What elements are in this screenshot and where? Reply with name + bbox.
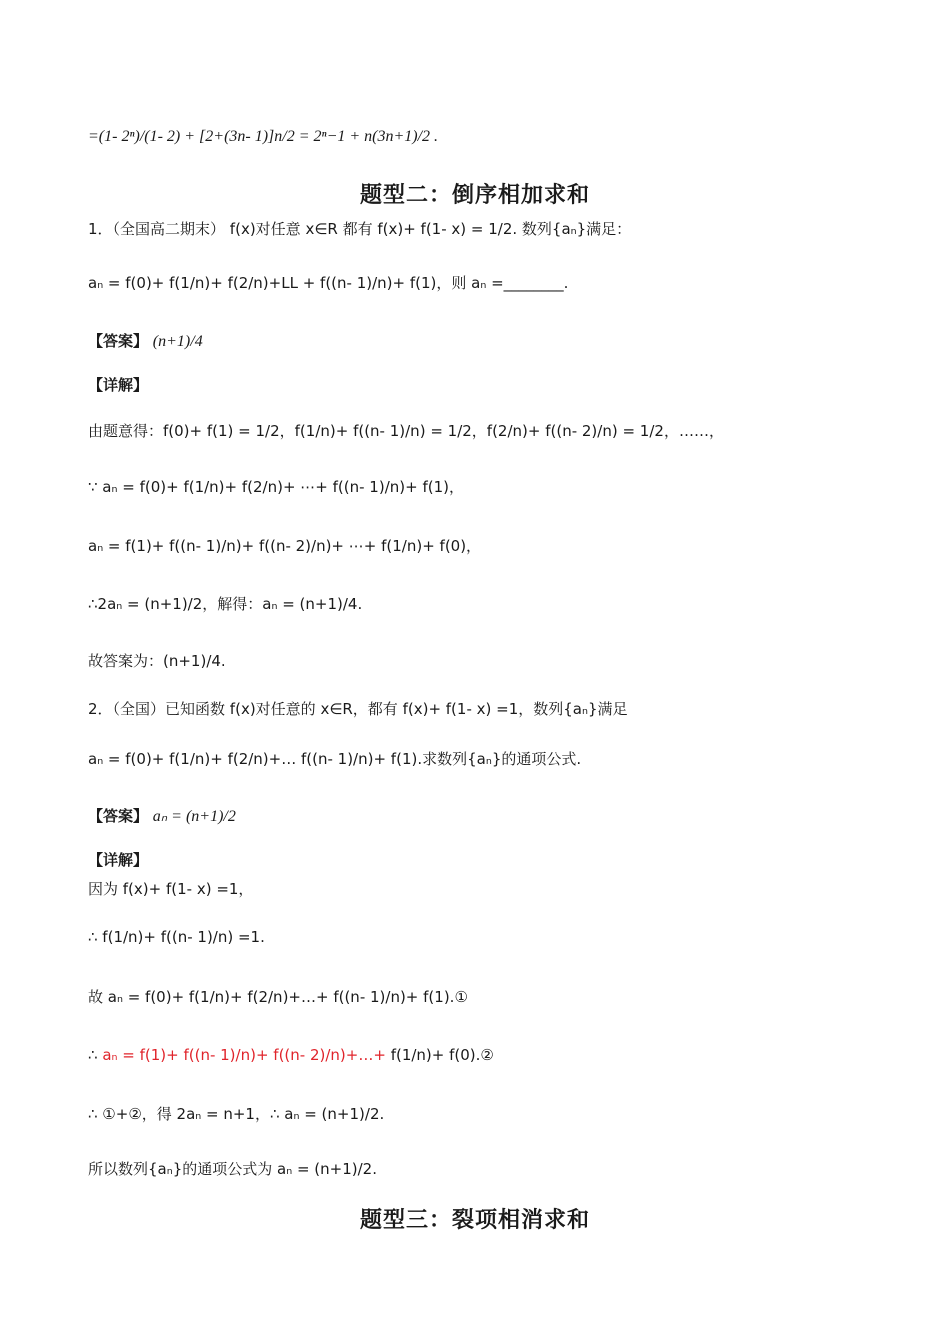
q2-statement-line1: 2．（全国）已知函数 f(x)对任意的 x∈R，都有 f(x)+ f(1- x) =1，数列{aₙ}满足	[88, 700, 628, 718]
q2-detail-4-red: aₙ = f(1)+ f((n- 1)/n)+ f((n- 2)/n)+…+	[102, 1046, 386, 1064]
q1-detail-3: aₙ = f(1)+ f((n- 1)/n)+ f((n- 2)/n)+ ⋯+ f(1/n)+ f(0)，	[88, 537, 482, 555]
q2-detail-6: 所以数列{aₙ}的通项公式为 aₙ = (n+1)/2.	[88, 1160, 377, 1178]
q1-statement-line2: aₙ = f(0)+ f(1/n)+ f(2/n)+LL + f((n- 1)/n)+ f(1)，则 aₙ =________.	[88, 274, 569, 292]
q1-statement-line1: 1．（全国高二期末） f(x)对任意 x∈R 都有 f(x)+ f(1- x) = 1/2. 数列{aₙ}满足：	[88, 220, 632, 238]
q1-answer: (n+1)/4	[152, 333, 203, 350]
q2-detail-5: ∴ ①+②，得 2aₙ = n+1，∴ aₙ = (n+1)/2.	[88, 1105, 385, 1123]
q2-detail-4	[88, 1046, 494, 1064]
q2-answer-row	[88, 805, 236, 826]
q2-detail-4-rest: f(1/n)+ f(0).②	[390, 1046, 494, 1064]
section-heading-2: 题型二：倒序相加求和	[359, 183, 590, 208]
section-heading-3: 题型三：裂项相消求和	[359, 1208, 590, 1233]
q1-detail-label: 【详解】	[88, 376, 149, 394]
q1-detail-1: 由题意得：f(0)+ f(1) = 1/2，f(1/n)+ f((n- 1)/n) = 1/2，f(2/n)+ f((n- 2)/n) = 1/2，……，	[88, 422, 724, 440]
q2-answer: aₙ = (n+1)/2	[152, 808, 236, 825]
q2-detail-2: ∴ f(1/n)+ f((n- 1)/n) =1.	[88, 928, 265, 946]
q1-detail-2: ∵ aₙ = f(0)+ f(1/n)+ f(2/n)+ ⋯+ f((n- 1)/n)+ f(1)，	[88, 478, 464, 496]
q1-detail-5: 故答案为：(n+1)/4.	[88, 652, 226, 670]
answer-label: 【答案】	[88, 807, 149, 825]
q2-detail-label: 【详解】	[88, 851, 149, 869]
q2-statement-line2: aₙ = f(0)+ f(1/n)+ f(2/n)+… f((n- 1)/n)+ f(1).求数列{aₙ}的通项公式.	[88, 750, 582, 768]
top-formula: =(1- 2ⁿ)/(1- 2) + [2+(3n- 1)]n/2 = 2ⁿ−1 + n(3n+1)/2 .	[88, 128, 439, 145]
therefore-symbol: ∴	[88, 1046, 98, 1064]
q2-detail-3: 故 aₙ = f(0)+ f(1/n)+ f(2/n)+…+ f((n- 1)/n)+ f(1).①	[88, 988, 468, 1006]
q1-answer-row	[88, 330, 203, 351]
answer-label: 【答案】	[88, 332, 149, 350]
q2-detail-1: 因为 f(x)+ f(1- x) =1，	[88, 880, 254, 898]
q1-detail-4: ∴2aₙ = (n+1)/2，解得：aₙ = (n+1)/4.	[88, 595, 363, 613]
